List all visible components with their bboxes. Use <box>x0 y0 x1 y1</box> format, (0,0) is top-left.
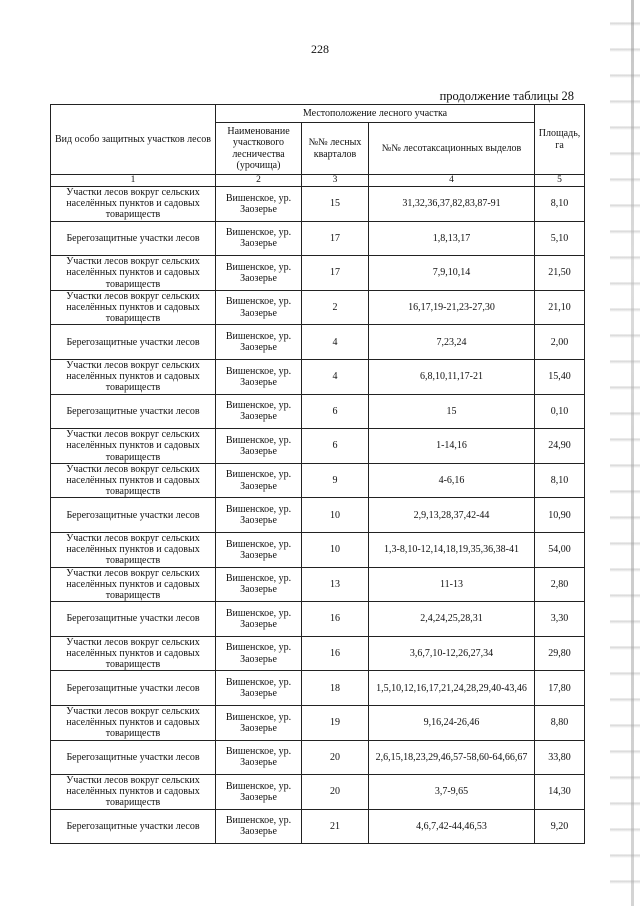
row-quarter-cell: 9 <box>302 463 369 498</box>
row-sections-cell: 31,32,36,37,82,83,87-91 <box>369 187 535 222</box>
row-area-cell: 2,00 <box>535 325 585 360</box>
row-area-cell: 15,40 <box>535 359 585 394</box>
row-quarter-cell: 18 <box>302 671 369 706</box>
header-area: Площадь, га <box>535 105 585 175</box>
row-area-cell: 8,10 <box>535 187 585 222</box>
row-sections-cell: 3,6,7,10-12,26,27,34 <box>369 636 535 671</box>
continuation-label: продолжение таблицы 28 <box>439 89 574 103</box>
row-area-cell: 24,90 <box>535 429 585 464</box>
row-sections-cell: 16,17,19-21,23-27,30 <box>369 290 535 325</box>
row-quarter-cell: 16 <box>302 636 369 671</box>
row-area-cell: 33,80 <box>535 740 585 775</box>
row-area-cell: 3,30 <box>535 602 585 637</box>
row-quarter-cell: 10 <box>302 498 369 533</box>
table-row <box>51 532 585 567</box>
row-area-cell: 10,90 <box>535 498 585 533</box>
table-row <box>51 809 585 844</box>
row-quarter-cell: 16 <box>302 602 369 637</box>
row-area-cell: 2,80 <box>535 567 585 602</box>
table-row <box>51 602 585 637</box>
row-sections-cell: 1-14,16 <box>369 429 535 464</box>
row-quarter-cell: 15 <box>302 187 369 222</box>
row-sections-cell: 1,3-8,10-12,14,18,19,35,36,38-41 <box>369 532 535 567</box>
row-quarter-cell: 21 <box>302 809 369 844</box>
row-type-cell: Берегозащитные участки лесов <box>51 221 216 256</box>
forest-plots-table <box>50 104 585 844</box>
table-row <box>51 498 585 533</box>
row-quarter-cell: 20 <box>302 775 369 810</box>
row-area-cell: 8,80 <box>535 705 585 740</box>
row-area-cell: 54,00 <box>535 532 585 567</box>
row-sections-cell: 4-6,16 <box>369 463 535 498</box>
row-location-cell: Вишенское, ур. Заозерье <box>216 498 302 533</box>
row-sections-cell: 2,6,15,18,23,29,46,57-58,60-64,66,67 <box>369 740 535 775</box>
table-row <box>51 256 585 291</box>
column-number: 1 <box>51 175 216 187</box>
row-location-cell: Вишенское, ур. Заозерье <box>216 325 302 360</box>
row-quarter-cell: 19 <box>302 705 369 740</box>
row-type-cell: Участки лесов вокруг сельских населённых пунктов и садовых товариществ <box>51 567 216 602</box>
row-quarter-cell: 6 <box>302 394 369 429</box>
row-location-cell: Вишенское, ур. Заозерье <box>216 359 302 394</box>
row-sections-cell: 2,9,13,28,37,42-44 <box>369 498 535 533</box>
table-container <box>50 104 584 844</box>
row-location-cell: Вишенское, ур. Заозерье <box>216 602 302 637</box>
table-row <box>51 671 585 706</box>
table-row <box>51 221 585 256</box>
row-location-cell: Вишенское, ур. Заозерье <box>216 429 302 464</box>
row-area-cell: 21,10 <box>535 290 585 325</box>
row-area-cell: 9,20 <box>535 809 585 844</box>
row-location-cell: Вишенское, ур. Заозерье <box>216 532 302 567</box>
row-quarter-cell: 20 <box>302 740 369 775</box>
table-row <box>51 705 585 740</box>
table-row <box>51 567 585 602</box>
scan-edge-artifact <box>610 0 640 906</box>
row-location-cell: Вишенское, ур. Заозерье <box>216 671 302 706</box>
row-type-cell: Берегозащитные участки лесов <box>51 740 216 775</box>
row-type-cell: Участки лесов вокруг сельских населённых пунктов и садовых товариществ <box>51 429 216 464</box>
row-sections-cell: 4,6,7,42-44,46,53 <box>369 809 535 844</box>
row-location-cell: Вишенское, ур. Заозерье <box>216 221 302 256</box>
row-sections-cell: 7,9,10,14 <box>369 256 535 291</box>
header-quarters: №№ лесных кварталов <box>302 123 369 175</box>
table-body <box>51 187 585 844</box>
row-type-cell: Участки лесов вокруг сельских населённых пунктов и садовых товариществ <box>51 775 216 810</box>
row-type-cell: Участки лесов вокруг сельских населённых пунктов и садовых товариществ <box>51 290 216 325</box>
row-type-cell: Участки лесов вокруг сельских населённых пунктов и садовых товариществ <box>51 636 216 671</box>
row-type-cell: Участки лесов вокруг сельских населённых пунктов и садовых товариществ <box>51 256 216 291</box>
row-area-cell: 29,80 <box>535 636 585 671</box>
row-type-cell: Берегозащитные участки лесов <box>51 394 216 429</box>
header-location-group: Местоположение лесного участка <box>216 105 535 123</box>
row-location-cell: Вишенское, ур. Заозерье <box>216 463 302 498</box>
table-row <box>51 290 585 325</box>
table-row <box>51 325 585 360</box>
column-number-row <box>51 175 585 187</box>
table-row <box>51 636 585 671</box>
row-quarter-cell: 13 <box>302 567 369 602</box>
row-location-cell: Вишенское, ур. Заозерье <box>216 775 302 810</box>
row-type-cell: Участки лесов вокруг сельских населённых пунктов и садовых товариществ <box>51 359 216 394</box>
row-location-cell: Вишенское, ур. Заозерье <box>216 740 302 775</box>
table-row <box>51 187 585 222</box>
row-type-cell: Участки лесов вокруг сельских населённых пунктов и садовых товариществ <box>51 463 216 498</box>
column-number: 2 <box>216 175 302 187</box>
row-sections-cell: 7,23,24 <box>369 325 535 360</box>
row-location-cell: Вишенское, ур. Заозерье <box>216 290 302 325</box>
row-sections-cell: 6,8,10,11,17-21 <box>369 359 535 394</box>
row-type-cell: Участки лесов вокруг сельских населённых пунктов и садовых товариществ <box>51 532 216 567</box>
row-location-cell: Вишенское, ур. Заозерье <box>216 636 302 671</box>
row-sections-cell: 1,5,10,12,16,17,21,24,28,29,40-43,46 <box>369 671 535 706</box>
row-quarter-cell: 2 <box>302 290 369 325</box>
row-type-cell: Берегозащитные участки лесов <box>51 498 216 533</box>
row-quarter-cell: 6 <box>302 429 369 464</box>
row-area-cell: 14,30 <box>535 775 585 810</box>
scan-edge-line <box>631 0 634 906</box>
row-type-cell: Берегозащитные участки лесов <box>51 809 216 844</box>
row-location-cell: Вишенское, ур. Заозерье <box>216 567 302 602</box>
row-quarter-cell: 4 <box>302 359 369 394</box>
header-sections: №№ лесотаксационных выделов <box>369 123 535 175</box>
row-sections-cell: 2,4,24,25,28,31 <box>369 602 535 637</box>
row-type-cell: Берегозащитные участки лесов <box>51 602 216 637</box>
table-row <box>51 394 585 429</box>
table-row <box>51 740 585 775</box>
row-area-cell: 0,10 <box>535 394 585 429</box>
column-number: 5 <box>535 175 585 187</box>
row-sections-cell: 9,16,24-26,46 <box>369 705 535 740</box>
header-forestry: Наименование участкового лесничества (урочища) <box>216 123 302 175</box>
table-row <box>51 775 585 810</box>
row-location-cell: Вишенское, ур. Заозерье <box>216 256 302 291</box>
header-type: Вид особо защитных участков лесов <box>51 105 216 175</box>
row-location-cell: Вишенское, ур. Заозерье <box>216 705 302 740</box>
row-area-cell: 8,10 <box>535 463 585 498</box>
row-area-cell: 5,10 <box>535 221 585 256</box>
row-sections-cell: 3,7-9,65 <box>369 775 535 810</box>
column-number: 4 <box>369 175 535 187</box>
row-area-cell: 21,50 <box>535 256 585 291</box>
row-type-cell: Участки лесов вокруг сельских населённых пунктов и садовых товариществ <box>51 187 216 222</box>
row-quarter-cell: 17 <box>302 221 369 256</box>
row-type-cell: Берегозащитные участки лесов <box>51 325 216 360</box>
table-row <box>51 429 585 464</box>
row-quarter-cell: 4 <box>302 325 369 360</box>
row-sections-cell: 15 <box>369 394 535 429</box>
row-type-cell: Берегозащитные участки лесов <box>51 671 216 706</box>
row-quarter-cell: 17 <box>302 256 369 291</box>
column-number: 3 <box>302 175 369 187</box>
row-sections-cell: 1,8,13,17 <box>369 221 535 256</box>
row-type-cell: Участки лесов вокруг сельских населённых пунктов и садовых товариществ <box>51 705 216 740</box>
row-location-cell: Вишенское, ур. Заозерье <box>216 394 302 429</box>
row-quarter-cell: 10 <box>302 532 369 567</box>
row-area-cell: 17,80 <box>535 671 585 706</box>
table-row <box>51 359 585 394</box>
page-number: 228 <box>311 42 329 56</box>
row-location-cell: Вишенское, ур. Заозерье <box>216 187 302 222</box>
row-location-cell: Вишенское, ур. Заозерье <box>216 809 302 844</box>
row-sections-cell: 11-13 <box>369 567 535 602</box>
table-row <box>51 463 585 498</box>
